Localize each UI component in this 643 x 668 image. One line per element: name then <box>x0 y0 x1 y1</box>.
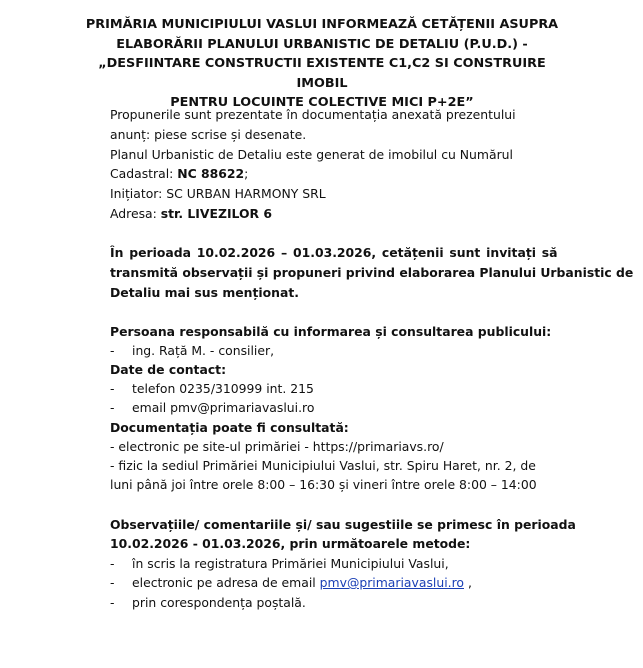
contact-phone-item <box>110 379 314 399</box>
dash: - <box>110 381 115 396</box>
address-line <box>110 204 272 224</box>
dash: - <box>110 556 115 571</box>
contact-email: email pmv@primariavaslui.ro <box>132 400 315 415</box>
docs-heading: Documentația poate fi consultată: <box>110 420 349 435</box>
responsible-person-item <box>110 341 274 361</box>
contact-heading: Date de contact: <box>110 362 227 377</box>
observations-line-2: 10.02.2026 - 01.03.2026, prin următoarele metode: <box>110 536 471 551</box>
intro-line-3: Planul Urbanistic de Detaliu este generat de imobilul cu Numărul <box>110 147 513 162</box>
docs-online: - electronic pe site-ul primăriei - https://primariavs.ro/ <box>110 439 444 454</box>
title-line: PRIMĂRIA MUNICIPIULUI VASLUI INFORMEAZĂ CETĂȚENII ASUPRA <box>85 17 559 32</box>
docs-onsite-line-2: luni până joi între orele 8:00 – 16:30 și vineri între orele 8:00 – 14:00 <box>110 477 537 492</box>
responsible-heading: Persoana responsabilă cu informarea și consultarea publicului: <box>110 324 552 339</box>
dash: - <box>110 343 115 358</box>
observations-line-1: Observațiile/ comentariile și/ sau sugestiile se primesc în perioada <box>110 517 576 532</box>
title-line: ELABORĂRII PLANULUI URBANISTIC DE DETALIU (P.U.D.) - <box>116 36 528 52</box>
period-line-3: Detaliu mai sus menționat. <box>110 285 299 300</box>
method-registry: în scris la registratura Primăriei Municipiului Vaslui, <box>132 556 449 571</box>
period-line-2: transmită observații și propuneri privind elaborarea Planului Urbanistic de <box>110 265 634 280</box>
method-email-suffix: , <box>464 575 472 590</box>
address-label: Adresa: <box>110 206 161 221</box>
email-link[interactable]: pmv@primariavaslui.ro <box>319 575 464 590</box>
cadastral-label: Cadastral: <box>110 166 178 181</box>
responsible-person: ing. Rață M. - consilier, <box>132 343 275 358</box>
dash: - <box>110 595 115 610</box>
method-item-2 <box>110 573 472 593</box>
contact-email-item <box>110 398 314 418</box>
method-item-3 <box>110 593 306 613</box>
dash: - <box>110 400 115 415</box>
method-item-1 <box>110 554 449 574</box>
cadastral-line <box>110 164 248 184</box>
period-line-1: În perioada 10.02.2026 – 01.03.2026, cetățenii sunt invitați să <box>110 245 558 260</box>
title-line: PENTRU LOCUINTE COLECTIVE MICI P+2E” <box>170 95 474 111</box>
initiator-value: SC URBAN HARMONY SRL <box>166 186 326 201</box>
method-email-label: electronic pe adresa de email <box>132 575 320 590</box>
intro-line-1: Propunerile sunt prezentate în documentația anexată prezentului <box>110 107 516 122</box>
address-value: str. LIVEZILOR 6 <box>160 206 273 221</box>
initiator-line <box>110 184 326 204</box>
document-title <box>82 15 562 113</box>
cadastral-suffix: ; <box>244 166 249 181</box>
method-post: prin corespondența poștală. <box>132 595 306 610</box>
contact-phone: telefon 0235/310999 int. 215 <box>132 381 314 396</box>
title-line: „DESFIINTARE CONSTRUCTII EXISTENTE C1,C2 SI CONSTRUIRE IMOBIL <box>98 56 546 91</box>
dash: - <box>110 575 115 590</box>
cadastral-value: NC 88622 <box>177 166 245 181</box>
initiator-label: Inițiator: <box>110 186 167 201</box>
intro-line-2: anunț: piese scrise și desenate. <box>110 127 307 142</box>
docs-onsite-line-1: - fizic la sediul Primăriei Municipiului Vaslui, str. Spiru Haret, nr. 2, de <box>110 458 536 473</box>
